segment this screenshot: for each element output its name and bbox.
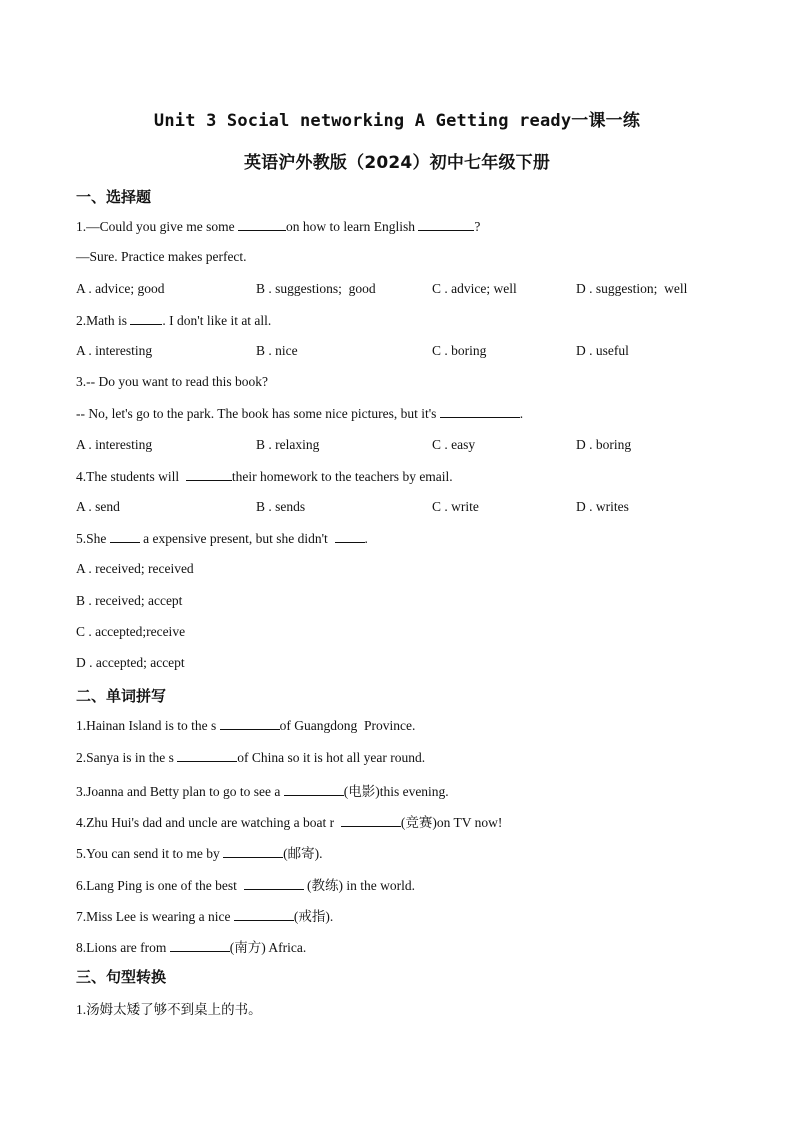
option-d[interactable]: D . boring <box>576 437 632 452</box>
spelling-text: (戒指). <box>293 909 334 924</box>
answer-blank <box>440 405 520 418</box>
answer-blank[interactable] <box>223 845 283 858</box>
answer-blank <box>335 530 365 543</box>
spelling-text: (邮寄). <box>283 846 323 861</box>
answer-blank <box>186 468 232 481</box>
spelling-item <box>76 780 449 800</box>
answer-blank <box>238 218 286 231</box>
q4-text-b: their homework to the teachers by email. <box>231 469 453 484</box>
section-heading-transform: 三、句型转换 <box>76 968 167 986</box>
spelling-item <box>76 842 323 862</box>
spelling-text: (竞赛)on TV now! <box>400 815 503 830</box>
option-b[interactable]: B . received; accept <box>76 593 183 608</box>
question-1-stem <box>76 218 480 235</box>
answer-blank <box>130 312 162 325</box>
option-a[interactable]: A . advice; good <box>76 281 165 296</box>
option-c[interactable]: C . boring <box>432 343 487 358</box>
spelling-text: 8.Lions are from <box>76 940 170 955</box>
option-a[interactable]: A . interesting <box>76 437 153 452</box>
spelling-item <box>76 717 415 734</box>
option-c[interactable]: C . accepted;receive <box>76 624 186 639</box>
spelling-item <box>76 936 306 956</box>
transform-question-1: 1.汤姆太矮了够不到桌上的书。 <box>76 1002 262 1017</box>
answer-blank[interactable] <box>341 814 401 827</box>
spelling-text: (电影)this evening. <box>343 784 449 799</box>
option-b[interactable]: B . suggestions; good <box>256 281 376 296</box>
spelling-text: 7.Miss Lee is wearing a nice <box>76 909 234 924</box>
answer-blank[interactable] <box>170 939 230 952</box>
question-3-stem <box>76 405 523 422</box>
worksheet-subtitle: 英语沪外教版（2024）初中七年级下册 <box>243 153 551 173</box>
question-2-stem <box>76 312 271 329</box>
answer-blank[interactable] <box>220 717 280 730</box>
answer-blank <box>110 530 140 543</box>
option-c[interactable]: C . write <box>432 499 479 514</box>
question-3-line1: 3.-- Do you want to read this book? <box>76 374 268 389</box>
answer-blank[interactable] <box>177 749 237 762</box>
spelling-text: 5.You can send it to me by <box>76 846 224 861</box>
q4-text-a: 4.The students will <box>76 469 186 484</box>
spelling-text: 6.Lang Ping is one of the best <box>76 878 244 893</box>
question-1-reply: —Sure. Practice makes perfect. <box>76 249 247 264</box>
spelling-text: of China so it is hot all year round. <box>237 750 426 765</box>
option-a[interactable]: A . send <box>76 499 120 514</box>
question-5-stem <box>76 530 368 547</box>
option-b[interactable]: B . nice <box>256 343 298 358</box>
answer-blank[interactable] <box>244 877 304 890</box>
spelling-text: 4.Zhu Hui's dad and uncle are watching a boat r <box>76 815 341 830</box>
option-c[interactable]: C . advice; well <box>432 281 517 296</box>
q2-text-a: 2.Math is <box>76 313 131 328</box>
spelling-text: of Guangdong Province. <box>279 718 416 733</box>
spelling-text: 2.Sanya is in the s <box>76 750 178 765</box>
q1-text-a: 1.—Could you give me some <box>76 219 238 234</box>
q5-text-c: . <box>364 531 368 546</box>
spelling-item <box>76 811 502 831</box>
spelling-item <box>76 905 333 925</box>
q1-text-b: on how to learn English <box>286 219 419 234</box>
option-d[interactable]: D . suggestion; well <box>576 281 688 296</box>
q5-text-a: 5.She <box>76 531 110 546</box>
answer-blank[interactable] <box>284 783 344 796</box>
spelling-text: (教练) in the world. <box>303 878 415 893</box>
answer-blank[interactable] <box>234 908 294 921</box>
option-d[interactable]: D . accepted; accept <box>76 655 185 670</box>
q5-text-b: a expensive present, but she didn't <box>139 531 335 546</box>
q3-text-b: . <box>519 406 524 421</box>
spelling-text: 1.Hainan Island is to the s <box>76 718 220 733</box>
question-4-stem <box>76 468 453 485</box>
option-a[interactable]: A . received; received <box>76 561 194 576</box>
q1-text-c: ? <box>474 219 481 234</box>
worksheet-title: Unit 3 Social networking A Getting ready一课一练 <box>153 111 641 131</box>
q2-text-b: . I don't like it at all. <box>162 313 272 328</box>
section-heading-spelling: 二、单词拼写 <box>76 687 167 705</box>
option-d[interactable]: D . writes <box>576 499 629 514</box>
answer-blank <box>418 218 474 231</box>
option-c[interactable]: C . easy <box>432 437 476 452</box>
q3-text-a: -- No, let's go to the park. The book has some nice pictures, but it's <box>76 406 440 421</box>
spelling-item <box>76 874 415 894</box>
spelling-item <box>76 749 425 766</box>
option-a[interactable]: A . interesting <box>76 343 153 358</box>
section-heading-choice: 一、选择题 <box>76 188 152 206</box>
option-b[interactable]: B . sends <box>256 499 306 514</box>
spelling-text: (南方) Africa. <box>229 940 307 955</box>
option-b[interactable]: B . relaxing <box>256 437 320 452</box>
option-d[interactable]: D . useful <box>576 343 629 358</box>
spelling-text: 3.Joanna and Betty plan to go to see a <box>76 784 284 799</box>
